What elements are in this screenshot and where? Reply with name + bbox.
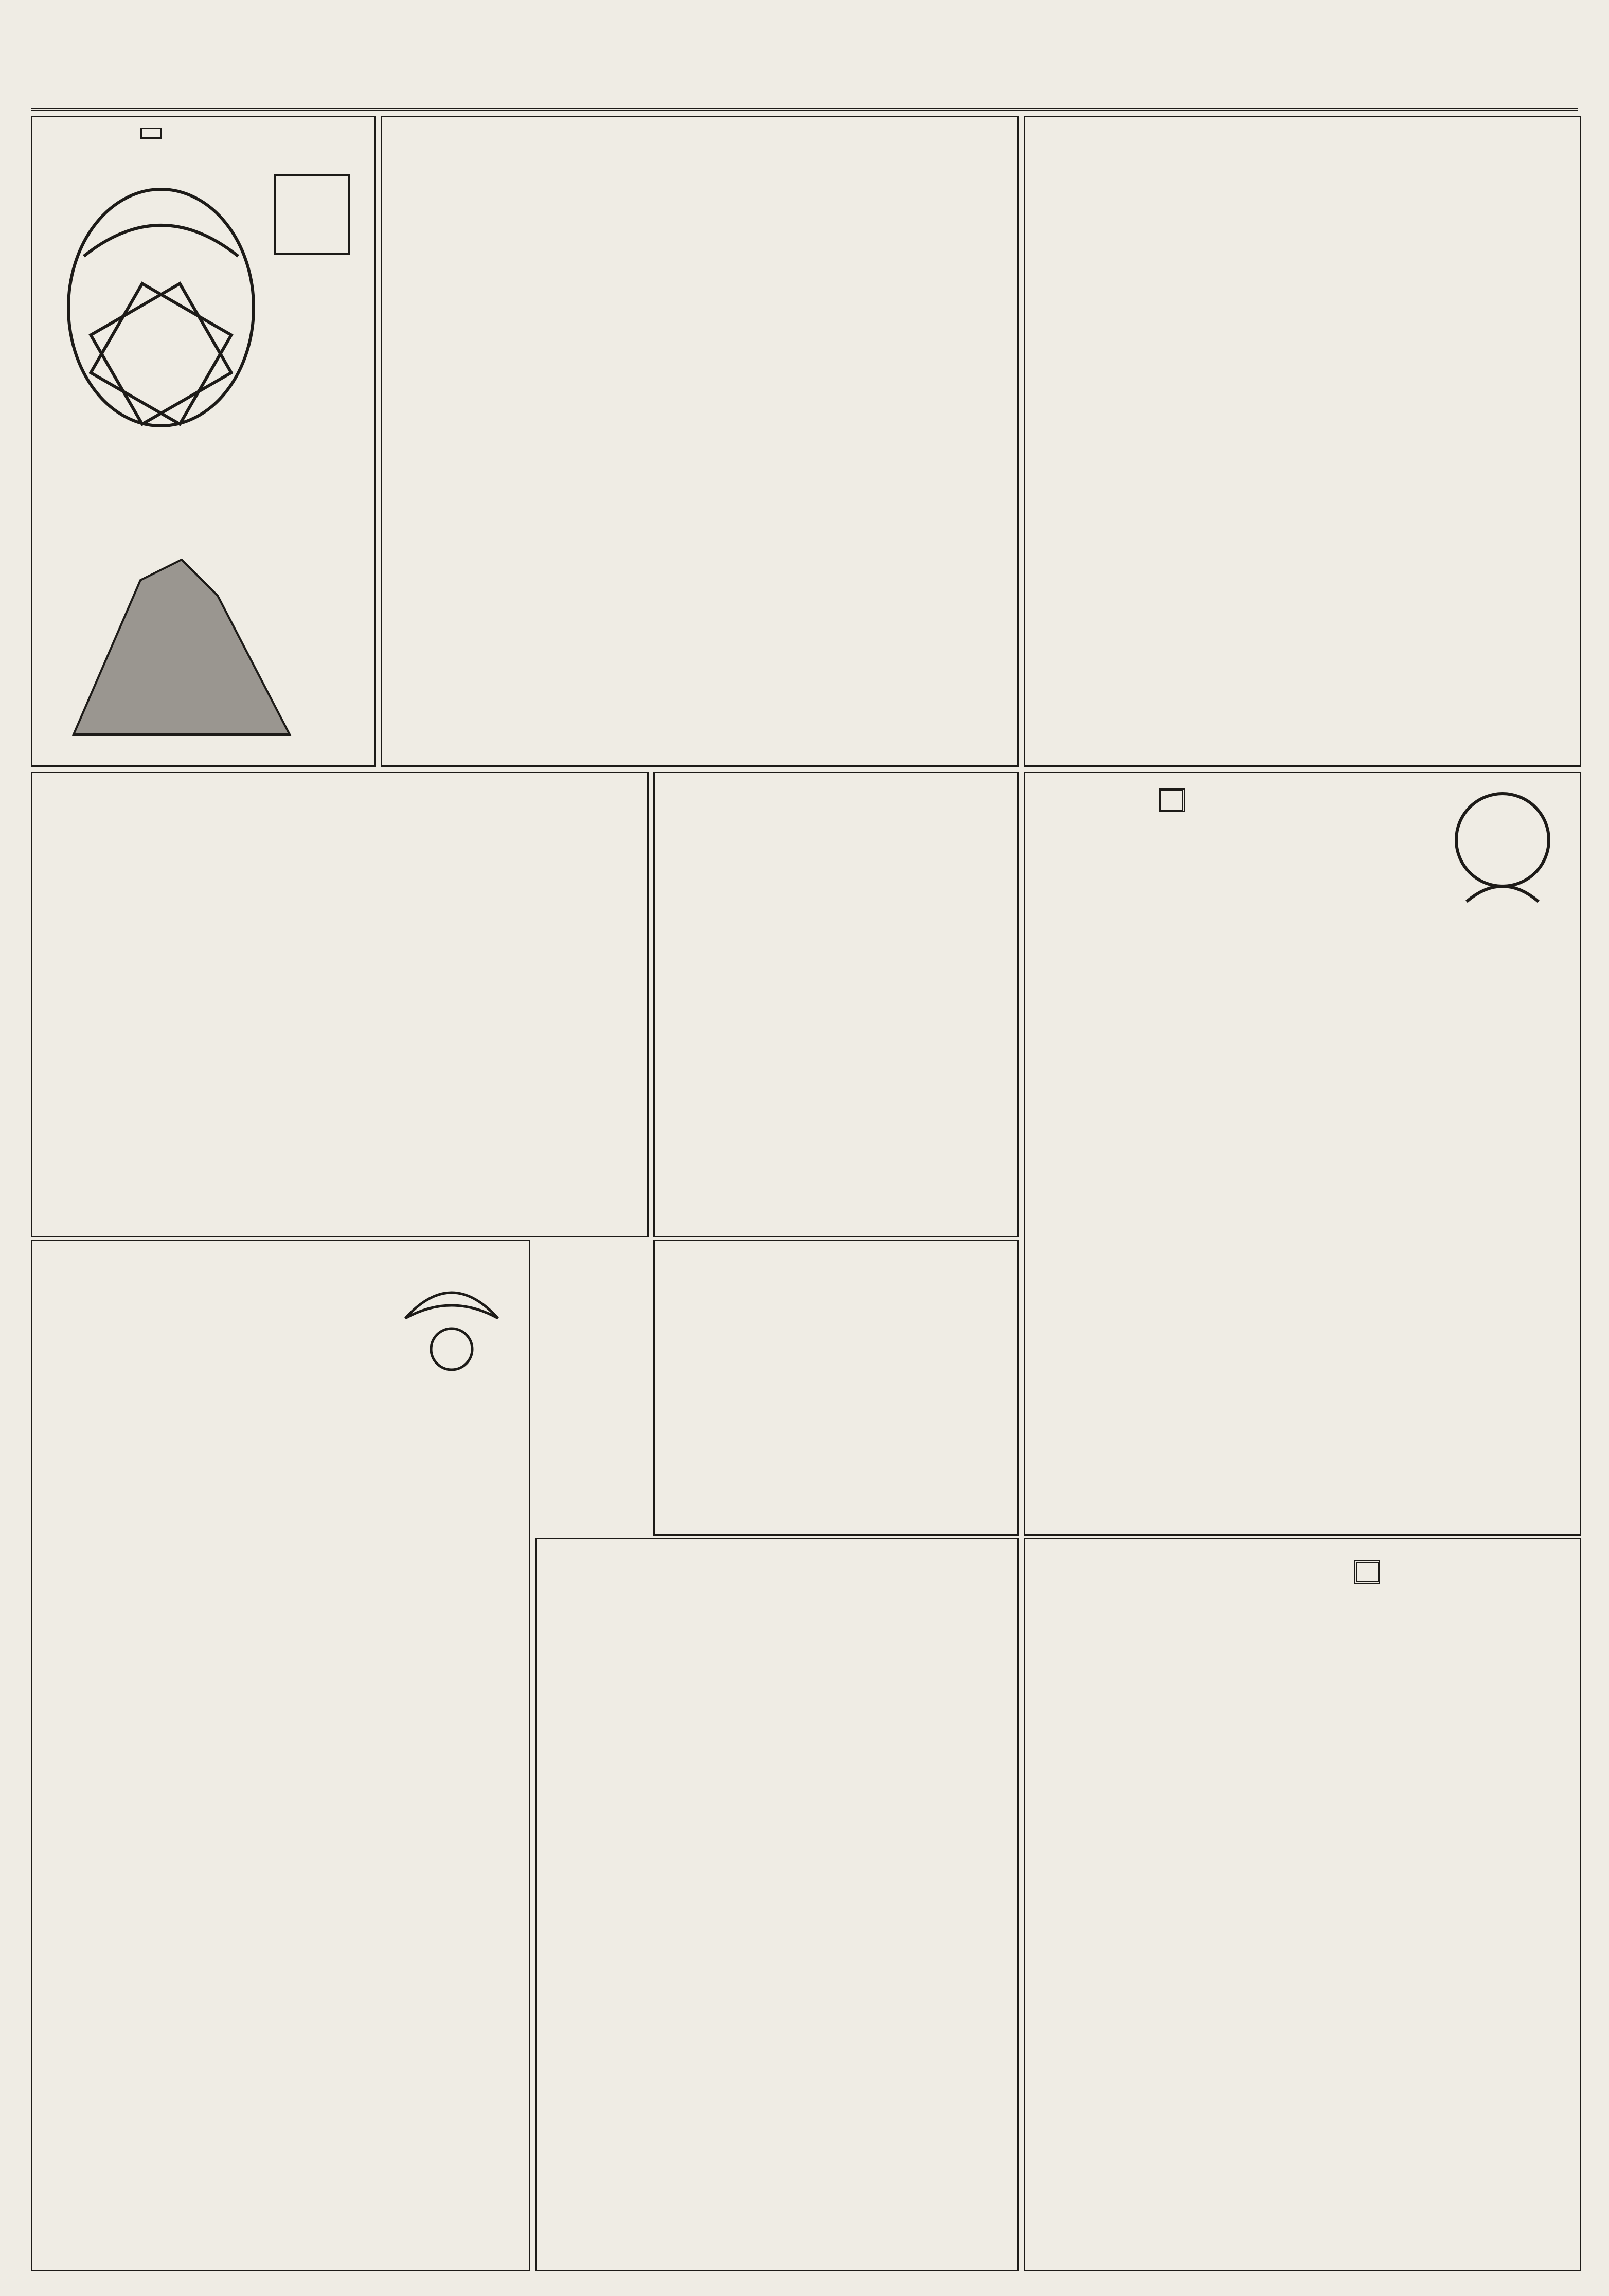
face-drawing-icon xyxy=(53,174,269,441)
masthead xyxy=(31,21,1578,111)
article-stars-title xyxy=(935,1241,1017,1534)
article-penang-body xyxy=(655,773,922,1236)
puzzle-answer-box xyxy=(274,174,350,255)
article-rubbish-bin xyxy=(1024,1538,1581,2271)
article-swallow xyxy=(31,1240,530,2271)
article-penang-continued-body xyxy=(32,773,49,1236)
article-swallow-body xyxy=(32,1241,187,2270)
puzzle-header xyxy=(140,128,162,139)
article-stars xyxy=(653,1240,1019,1536)
article-rubbish-body xyxy=(1025,1539,1344,2270)
bird-drawing-icon xyxy=(395,1257,508,1390)
article-clouds-title xyxy=(1159,788,1185,812)
article-tomorrow xyxy=(1024,116,1581,767)
article-tomorrow-continued-body xyxy=(382,117,399,765)
article-penang xyxy=(653,772,1019,1237)
moon-drawing-icon xyxy=(1446,783,1559,917)
article-milk-body xyxy=(1354,1663,1576,2270)
article-rubbish-title xyxy=(1354,1560,1380,1584)
article-tomorrow-body xyxy=(1025,117,1478,765)
picture-puzzle xyxy=(31,116,376,767)
article-clouds xyxy=(1024,772,1581,1536)
article-penang-continued xyxy=(31,772,649,1237)
article-stars-body xyxy=(655,1241,933,1534)
article-tomorrow-continued xyxy=(381,116,1019,767)
article-clouds-body xyxy=(1025,912,1580,1534)
article-pediatrics-body xyxy=(537,1539,897,2270)
article-penang-title xyxy=(925,773,1017,1236)
article-pediatrics xyxy=(535,1538,1019,2271)
mountain-drawing-icon xyxy=(63,539,300,745)
